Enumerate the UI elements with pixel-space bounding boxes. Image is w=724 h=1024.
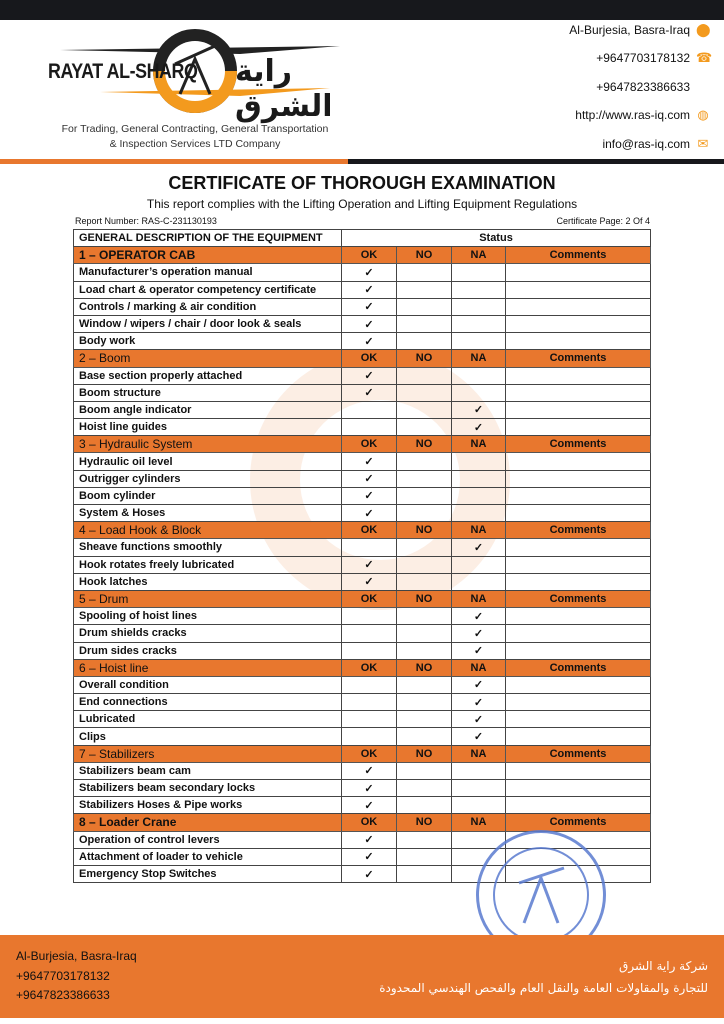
- status-na-cell: [452, 573, 506, 590]
- comments-cell: [506, 384, 651, 401]
- contact-text: Al-Burjesia, Basra-Iraq: [569, 23, 690, 37]
- checkmark-icon: ✓: [364, 456, 374, 469]
- section-title: 1 – OPERATOR CAB: [74, 247, 342, 264]
- status-ok-cell: [342, 694, 397, 711]
- status-no-cell: [397, 367, 452, 384]
- phone-icon: ☎: [696, 50, 713, 65]
- brand-name-ar: راية الشرق: [235, 54, 333, 124]
- spacer: [696, 80, 710, 94]
- comments-cell: [506, 539, 651, 556]
- comments-cell: [506, 505, 651, 522]
- col-comments: Comments: [506, 745, 651, 762]
- col-comments: Comments: [506, 350, 651, 367]
- item-label: Emergency Stop Switches: [74, 865, 342, 882]
- status-no-cell: [397, 608, 452, 625]
- checkmark-icon: ✓: [364, 335, 374, 348]
- footer-contacts: [16, 947, 137, 1006]
- checkmark-icon: ✓: [364, 868, 374, 881]
- table-header-row: [74, 230, 651, 247]
- item-label: Stabilizers Hoses & Pipe works: [74, 797, 342, 814]
- status-na-cell: [452, 315, 506, 332]
- checkmark-icon: ✓: [473, 404, 484, 417]
- contact-text: +9647823386633: [596, 80, 690, 94]
- item-label: Load chart & operator competency certificate: [74, 281, 342, 298]
- item-label: Hook latches: [74, 573, 342, 590]
- comments-cell: [506, 298, 651, 315]
- item-label: Spooling of hoist lines: [74, 608, 342, 625]
- status-no-cell: [397, 762, 452, 779]
- col-ok: OK: [342, 745, 397, 762]
- checkmark-icon: ✓: [364, 851, 374, 864]
- website-link[interactable]: http://www.ras-iq.com: [575, 108, 690, 122]
- item-label: Boom angle indicator: [74, 401, 342, 418]
- table-row: [74, 401, 651, 418]
- status-no-cell: [397, 298, 452, 315]
- contact-website[interactable]: [575, 108, 710, 122]
- status-ok-cell: [342, 865, 397, 882]
- col-ok: OK: [342, 247, 397, 264]
- table-row: [74, 780, 651, 797]
- item-label: Clips: [74, 728, 342, 745]
- item-label: System & Hoses: [74, 505, 342, 522]
- contact-email[interactable]: [602, 137, 710, 151]
- status-na-cell: [452, 453, 506, 470]
- status-no-cell: [397, 264, 452, 281]
- section-header-row: [74, 522, 651, 539]
- col-no: NO: [397, 247, 452, 264]
- table-row: [74, 453, 651, 470]
- table-row: [74, 367, 651, 384]
- checkmark-icon: ✓: [473, 421, 484, 434]
- footer-phone-2: +9647823386633: [16, 988, 110, 1002]
- section-header-row: [74, 247, 651, 264]
- table-row: [74, 281, 651, 298]
- status-na-cell: [452, 384, 506, 401]
- status-na-cell: [452, 264, 506, 281]
- email-link[interactable]: info@ras-iq.com: [602, 137, 690, 151]
- col-na: NA: [452, 814, 506, 831]
- item-label: Overall condition: [74, 676, 342, 693]
- status-no-cell: [397, 676, 452, 693]
- checkmark-icon: ✓: [364, 559, 374, 572]
- col-ok: OK: [342, 659, 397, 676]
- top-bar: [0, 0, 724, 20]
- section-header-row: [74, 350, 651, 367]
- comments-cell: [506, 780, 651, 797]
- col-comments: Comments: [506, 247, 651, 264]
- status-ok-cell: [342, 728, 397, 745]
- section-title: 5 – Drum: [74, 590, 342, 607]
- status-ok-cell: [342, 333, 397, 350]
- item-label: Stabilizers beam secondary locks: [74, 780, 342, 797]
- item-label: Drum shields cracks: [74, 625, 342, 642]
- section-title: 6 – Hoist line: [74, 659, 342, 676]
- checkmark-icon: ✓: [473, 541, 484, 554]
- comments-cell: [506, 281, 651, 298]
- checkmark-icon: ✓: [364, 507, 374, 520]
- status-na-cell: [452, 470, 506, 487]
- status-no-cell: [397, 556, 452, 573]
- col-na: NA: [452, 436, 506, 453]
- status-no-cell: [397, 453, 452, 470]
- status-na-cell: [452, 298, 506, 315]
- comments-cell: [506, 453, 651, 470]
- status-na-cell: [452, 694, 506, 711]
- table-row: [74, 505, 651, 522]
- col-ok: OK: [342, 590, 397, 607]
- table-row: [74, 573, 651, 590]
- status-ok-cell: [342, 367, 397, 384]
- checkmark-icon: ✓: [473, 696, 484, 709]
- col-na: NA: [452, 522, 506, 539]
- col-no: NO: [397, 659, 452, 676]
- status-ok-cell: [342, 762, 397, 779]
- contact-address: [569, 23, 710, 37]
- col-ok: OK: [342, 436, 397, 453]
- status-ok-cell: [342, 487, 397, 504]
- status-no-cell: [397, 711, 452, 728]
- comments-cell: [506, 642, 651, 659]
- status-ok-cell: [342, 264, 397, 281]
- comments-cell: [506, 419, 651, 436]
- item-label: Lubricated: [74, 711, 342, 728]
- globe-icon: ◍: [697, 107, 709, 122]
- status-no-cell: [397, 728, 452, 745]
- status-ok-cell: [342, 419, 397, 436]
- item-label: Hook rotates freely lubricated: [74, 556, 342, 573]
- checkmark-icon: ✓: [473, 679, 484, 692]
- status-na-cell: [452, 642, 506, 659]
- section-header-row: [74, 814, 651, 831]
- status-no-cell: [397, 797, 452, 814]
- status-ok-cell: [342, 470, 397, 487]
- company-logo: [40, 24, 350, 152]
- header-rule-dark: [348, 159, 724, 164]
- footer-arabic: [379, 955, 708, 999]
- table-row: [74, 333, 651, 350]
- item-label: Stabilizers beam cam: [74, 762, 342, 779]
- certificate-page: Certificate Page: 2 Of 4: [556, 216, 650, 226]
- status-na-cell: [452, 419, 506, 436]
- status-ok-cell: [342, 281, 397, 298]
- status-no-cell: [397, 848, 452, 865]
- status-ok-cell: [342, 848, 397, 865]
- status-no-cell: [397, 384, 452, 401]
- item-label: End connections: [74, 694, 342, 711]
- status-na-cell: [452, 728, 506, 745]
- comments-cell: [506, 728, 651, 745]
- comments-cell: [506, 573, 651, 590]
- contact-phone-1: [596, 50, 713, 65]
- col-na: NA: [452, 247, 506, 264]
- checkmark-icon: ✓: [364, 284, 374, 297]
- footer-phone-1: +9647703178132: [16, 968, 110, 983]
- status-no-cell: [397, 470, 452, 487]
- tagline-line-2: & Inspection Services LTD Company: [109, 138, 281, 150]
- section-title: 3 – Hydraulic System: [74, 436, 342, 453]
- checkmark-icon: ✓: [473, 627, 484, 640]
- comments-cell: [506, 625, 651, 642]
- comments-cell: [506, 333, 651, 350]
- status-no-cell: [397, 625, 452, 642]
- comments-cell: [506, 676, 651, 693]
- col-ok: OK: [342, 814, 397, 831]
- col-no: NO: [397, 522, 452, 539]
- section-title: 2 – Boom: [74, 350, 342, 367]
- comments-cell: [506, 401, 651, 418]
- comments-cell: [506, 487, 651, 504]
- checkmark-icon: ✓: [364, 387, 374, 400]
- status-no-cell: [397, 487, 452, 504]
- col-comments: Comments: [506, 814, 651, 831]
- status-na-cell: [452, 401, 506, 418]
- table-row: [74, 556, 651, 573]
- col-ok: OK: [342, 350, 397, 367]
- footer: [0, 935, 724, 1018]
- comments-cell: [506, 797, 651, 814]
- comments-cell: [506, 694, 651, 711]
- checkmark-icon: ✓: [364, 799, 374, 812]
- envelope-icon: ✉: [697, 136, 709, 151]
- table-row: [74, 797, 651, 814]
- status-ok-cell: [342, 780, 397, 797]
- status-ok-cell: [342, 505, 397, 522]
- contact-text: +9647703178132: [596, 51, 690, 65]
- status-no-cell: [397, 419, 452, 436]
- comments-cell: [506, 556, 651, 573]
- checkmark-icon: ✓: [364, 765, 374, 778]
- status-na-cell: [452, 780, 506, 797]
- status-na-cell: [452, 539, 506, 556]
- col-na: NA: [452, 350, 506, 367]
- col-ok: OK: [342, 522, 397, 539]
- status-ok-cell: [342, 642, 397, 659]
- status-no-cell: [397, 281, 452, 298]
- examination-table: [73, 229, 651, 883]
- table-row: [74, 711, 651, 728]
- header-status: Status: [342, 230, 651, 247]
- status-no-cell: [397, 315, 452, 332]
- item-label: Outrigger cylinders: [74, 470, 342, 487]
- status-no-cell: [397, 780, 452, 797]
- table-row: [74, 298, 651, 315]
- table-row: [74, 625, 651, 642]
- section-header-row: [74, 659, 651, 676]
- status-ok-cell: [342, 384, 397, 401]
- status-ok-cell: [342, 539, 397, 556]
- status-no-cell: [397, 642, 452, 659]
- item-label: Drum sides cracks: [74, 642, 342, 659]
- table-row: [74, 762, 651, 779]
- status-na-cell: [452, 487, 506, 504]
- status-ok-cell: [342, 831, 397, 848]
- status-no-cell: [397, 865, 452, 882]
- col-na: NA: [452, 659, 506, 676]
- status-na-cell: [452, 367, 506, 384]
- table-row: [74, 384, 651, 401]
- table-row: [74, 487, 651, 504]
- status-no-cell: [397, 333, 452, 350]
- checkmark-icon: ✓: [473, 645, 484, 658]
- table-row: [74, 676, 651, 693]
- status-ok-cell: [342, 711, 397, 728]
- comments-cell: [506, 315, 651, 332]
- table-row: [74, 470, 651, 487]
- tagline-line-1: For Trading, General Contracting, General Transportation: [61, 123, 329, 135]
- checkmark-icon: ✓: [473, 713, 484, 726]
- footer-arabic-line-1: شركة راية الشرق: [619, 959, 708, 973]
- col-na: NA: [452, 590, 506, 607]
- comments-cell: [506, 470, 651, 487]
- status-na-cell: [452, 625, 506, 642]
- table-row: [74, 608, 651, 625]
- header-description: GENERAL DESCRIPTION OF THE EQUIPMENT: [74, 230, 342, 247]
- checkmark-icon: ✓: [364, 301, 374, 314]
- status-na-cell: [452, 281, 506, 298]
- subtitle: This report complies with the Lifting Operation and Lifting Equipment Regulations: [146, 197, 578, 211]
- status-ok-cell: [342, 625, 397, 642]
- status-na-cell: [452, 797, 506, 814]
- checkmark-icon: ✓: [473, 610, 484, 623]
- section-title: 4 – Load Hook & Block: [74, 522, 342, 539]
- checkmark-icon: ✓: [364, 266, 374, 279]
- page-title: CERTIFICATE OF THOROUGH EXAMINATION: [168, 173, 556, 193]
- table-row: [74, 694, 651, 711]
- col-no: NO: [397, 350, 452, 367]
- status-ok-cell: [342, 556, 397, 573]
- report-number: Report Number: RAS-C-231130193: [75, 216, 217, 226]
- item-label: Sheave functions smoothly: [74, 539, 342, 556]
- status-no-cell: [397, 539, 452, 556]
- status-no-cell: [397, 505, 452, 522]
- table-row: [74, 419, 651, 436]
- section-header-row: [74, 590, 651, 607]
- section-title: 7 – Stabilizers: [74, 745, 342, 762]
- checkmark-icon: ✓: [364, 370, 374, 383]
- table-row: [74, 728, 651, 745]
- section-header-row: [74, 745, 651, 762]
- status-na-cell: [452, 505, 506, 522]
- status-na-cell: [452, 711, 506, 728]
- status-ok-cell: [342, 608, 397, 625]
- status-no-cell: [397, 831, 452, 848]
- checkmark-icon: ✓: [364, 834, 374, 847]
- item-label: Hydraulic oil level: [74, 453, 342, 470]
- status-ok-cell: [342, 315, 397, 332]
- comments-cell: [506, 264, 651, 281]
- table-row: [74, 642, 651, 659]
- brand-name-en: RAYAT AL-SHARQ: [48, 60, 198, 83]
- status-na-cell: [452, 762, 506, 779]
- item-label: Hoist line guides: [74, 419, 342, 436]
- status-ok-cell: [342, 797, 397, 814]
- col-comments: Comments: [506, 522, 651, 539]
- checkmark-icon: ✓: [364, 576, 374, 589]
- comments-cell: [506, 608, 651, 625]
- col-na: NA: [452, 745, 506, 762]
- col-comments: Comments: [506, 659, 651, 676]
- col-no: NO: [397, 436, 452, 453]
- section-header-row: [74, 436, 651, 453]
- contact-phone-2: [596, 80, 710, 94]
- status-no-cell: [397, 694, 452, 711]
- col-comments: Comments: [506, 436, 651, 453]
- location-pin-icon: ⬤: [696, 22, 711, 37]
- tagline: [40, 122, 350, 152]
- status-ok-cell: [342, 453, 397, 470]
- item-label: Window / wipers / chair / door look & seals: [74, 315, 342, 332]
- comments-cell: [506, 711, 651, 728]
- status-na-cell: [452, 608, 506, 625]
- checkmark-icon: ✓: [364, 318, 374, 331]
- footer-address: Al-Burjesia, Basra-Iraq: [16, 949, 137, 963]
- table-row: [74, 264, 651, 281]
- item-label: Boom cylinder: [74, 487, 342, 504]
- checkmark-icon: ✓: [473, 731, 484, 744]
- table-row: [74, 539, 651, 556]
- col-comments: Comments: [506, 590, 651, 607]
- comments-cell: [506, 367, 651, 384]
- status-ok-cell: [342, 298, 397, 315]
- status-na-cell: [452, 556, 506, 573]
- status-na-cell: [452, 333, 506, 350]
- item-label: Body work: [74, 333, 342, 350]
- status-ok-cell: [342, 676, 397, 693]
- section-title: 8 – Loader Crane: [74, 814, 342, 831]
- item-label: Base section properly attached: [74, 367, 342, 384]
- status-na-cell: [452, 676, 506, 693]
- status-no-cell: [397, 573, 452, 590]
- col-no: NO: [397, 814, 452, 831]
- status-no-cell: [397, 401, 452, 418]
- item-label: Operation of control levers: [74, 831, 342, 848]
- col-no: NO: [397, 590, 452, 607]
- item-label: Manufacturer’s operation manual: [74, 264, 342, 281]
- checkmark-icon: ✓: [364, 490, 374, 503]
- item-label: Attachment of loader to vehicle: [74, 848, 342, 865]
- status-ok-cell: [342, 401, 397, 418]
- footer-arabic-line-2: للتجارة والمقاولات العامة والنقل العام والفحص الهندسي المحدودة: [379, 981, 708, 995]
- item-label: Controls / marking & air condition: [74, 298, 342, 315]
- header-rule-orange: [0, 159, 348, 164]
- comments-cell: [506, 762, 651, 779]
- item-label: Boom structure: [74, 384, 342, 401]
- status-ok-cell: [342, 573, 397, 590]
- checkmark-icon: ✓: [364, 782, 374, 795]
- checkmark-icon: ✓: [364, 473, 374, 486]
- col-no: NO: [397, 745, 452, 762]
- table-row: [74, 315, 651, 332]
